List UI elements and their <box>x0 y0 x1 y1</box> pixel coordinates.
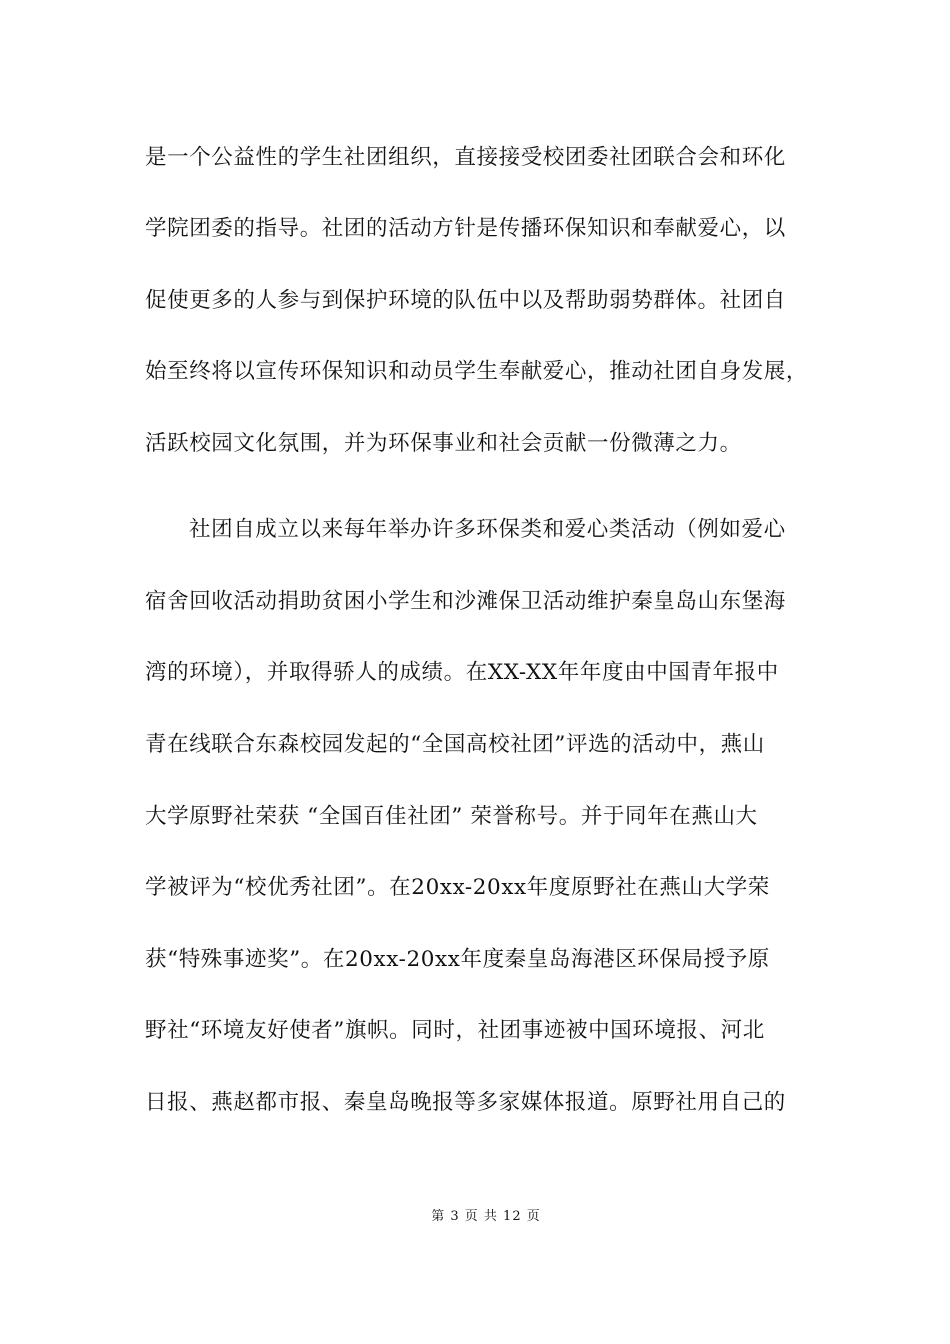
text-line-8: 湾的环境），并取得骄人的成绩。在XX-XX年年度由中国青年报中 <box>145 660 779 685</box>
text-line-11: 学被评为“校优秀社团”。在20xx-20xx年度原野社在燕山大学荣 <box>145 875 770 900</box>
text-line-9: 青在线联合东森校园发起的“全国高校社团”评选的活动中，燕山 <box>145 732 765 757</box>
text-line-14: 日报、燕赵都市报、秦皇岛晚报等多家媒体报道。原野社用自己的 <box>145 1090 786 1115</box>
text-line-2: 学院团委的指导。社团的活动方针是传播环保知识和奉献爱心，以 <box>145 216 786 241</box>
text-line-13: 野社“环境友好使者”旗帜。同时，社团事迹被中国环境报、河北 <box>145 1018 765 1043</box>
text-line-10: 大学原野社荣获 “全国百佳社团” 荣誉称号。并于同年在燕山大 <box>145 804 758 829</box>
paragraph-2-line-1: 社团自成立以来每年举办许多环保类和爱心类活动（例如爱心 <box>189 517 786 542</box>
page-number-footer: 第 3 页 共 12 页 <box>431 1209 541 1224</box>
text-line-1: 是一个公益性的学生社团组织，直接接受校团委社团联合会和环化 <box>145 145 786 170</box>
text-line-3: 促使更多的人参与到保护环境的队伍中以及帮助弱势群体。社团自 <box>145 288 786 313</box>
text-line-5: 活跃校园文化氛围，并为环保事业和社会贡献一份微薄之力。 <box>145 431 742 456</box>
text-line-12: 获“特殊事迹奖”。在20xx-20xx年度秦皇岛海港区环保局授予原 <box>145 947 770 972</box>
text-line-4: 始至终将以宣传环保知识和动员学生奉献爱心，推动社团自身发展， <box>145 359 809 384</box>
text-line-7: 宿舍回收活动捐助贫困小学生和沙滩保卫活动维护秦皇岛山东堡海 <box>145 589 786 614</box>
